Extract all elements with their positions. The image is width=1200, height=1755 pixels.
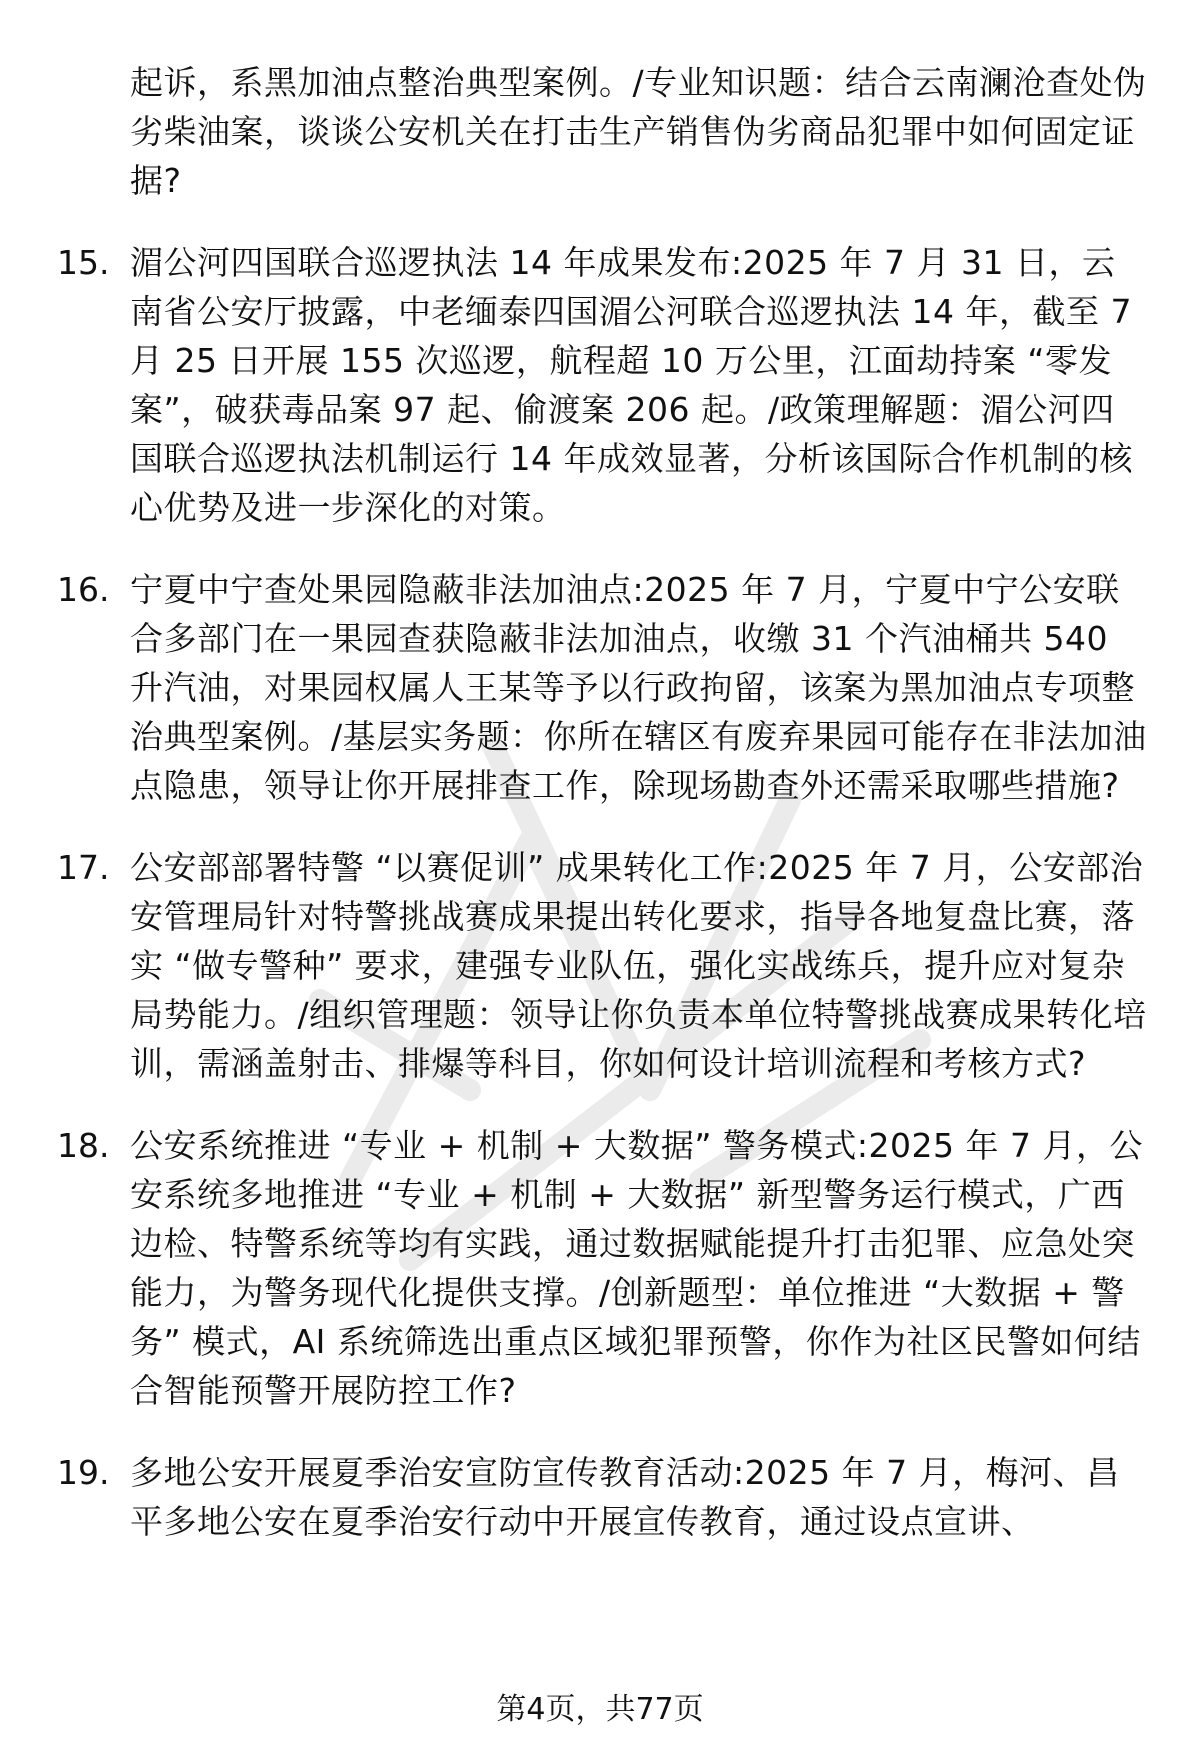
- item-number: 15.: [57, 243, 110, 282]
- list-item: [57, 843, 1147, 1088]
- item-text: 湄公河四国联合巡逻执法 14 年成果发布:2025 年 7 月 31 日，云南省公安厅披露，中老缅泰四国湄公河联合巡逻执法 14 年，截至 7 月 25 日开展 155 次巡逻，航程超 10 万公里，江面劫持案 “零发案”，破获毒品案 97 起、偷渡案 206 起。/政策理解题：湄公河四国联合巡逻执法机制运行 14 年成效显著，分析该国际合作机制的核心优势及进一步深化的对策。: [130, 243, 1133, 527]
- intro-continuation: 起诉，系黑加油点整治典型案例。/专业知识题：结合云南澜沧查处伪劣柴油案，谈谈公安机关在打击生产销售伪劣商品犯罪中如何固定证据?: [130, 63, 1147, 200]
- list-item: [57, 1121, 1147, 1415]
- item-number: 19.: [57, 1453, 110, 1492]
- item-text: 公安系统推进 “专业 + 机制 + 大数据” 警务模式:2025 年 7 月，公安系统多地推进 “专业 + 机制 + 大数据” 新型警务运行模式，广西边检、特警系统等均有实践，通过数据赋能提升打击犯罪、应急处突能力，为警务现代化提供支撑。/创新题型：单位推进 “大数据 + 警务” 模式，AI 系统筛选出重点区域犯罪预警，你作为社区民警如何结合智能预警开展防控工作?: [130, 1126, 1143, 1410]
- item-number: 18.: [57, 1126, 110, 1165]
- item-number: 17.: [57, 848, 110, 887]
- item-text: 宁夏中宁查处果园隐蔽非法加油点:2025 年 7 月，宁夏中宁公安联合多部门在一果园查获隐蔽非法加油点，收缴 31 个汽油桶共 540 升汽油，对果园权属人王某等予以行政拘留，该案为黑加油点专项整治典型案例。/基层实务题：你所在辖区有废弃果园可能存在非法加油点隐患，领导让你开展排查工作，除现场勘查外还需采取哪些措施?: [130, 570, 1147, 805]
- page-content: [57, 58, 1147, 1546]
- item-text: 公安部部署特警 “以赛促训” 成果转化工作:2025 年 7 月，公安部治安管理局针对特警挑战赛成果提出转化要求，指导各地复盘比赛，落实 “做专警种” 要求，建强专业队伍，强化实战练兵，提升应对复杂局势能力。/组织管理题：领导让你负责本单位特警挑战赛成果转化培训，需涵盖射击、排爆等科目，你如何设计培训流程和考核方式?: [130, 848, 1147, 1083]
- list-item: [57, 1448, 1147, 1546]
- item-text: 多地公安开展夏季治安宣防宣传教育活动:2025 年 7 月，梅河、昌平多地公安在夏季治安行动中开展宣传教育，通过设点宣讲、: [130, 1453, 1120, 1541]
- list-item: [57, 238, 1147, 532]
- page-footer: 第4页，共77页: [496, 1692, 704, 1727]
- item-number: 16.: [57, 570, 110, 609]
- list-item: [57, 565, 1147, 810]
